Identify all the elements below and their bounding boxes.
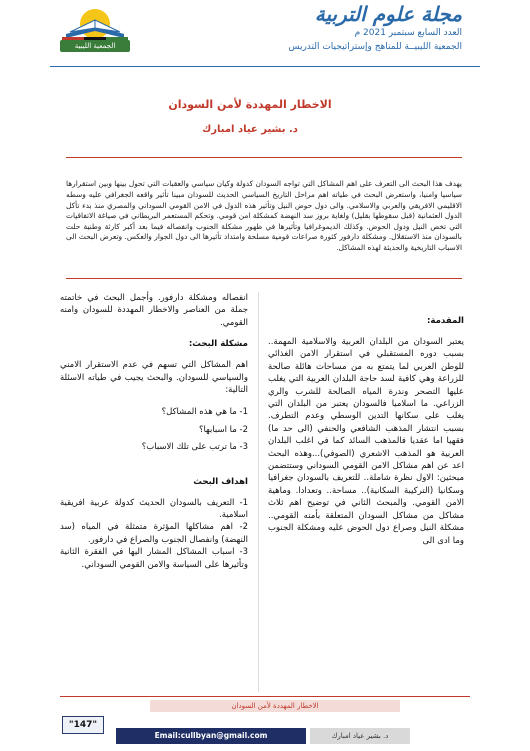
journal-logo <box>56 6 134 58</box>
journal-header <box>0 0 530 62</box>
question-item: 2- ما اسبابها؟ <box>198 424 248 435</box>
footer-divider <box>60 696 470 697</box>
goal-item: 3- اسباب المشاكل المشار اليها في الفقرة الثانية وتأثيرها على السياسة والامن القومي السوداني. <box>60 547 248 570</box>
page-number: "147" <box>62 716 104 734</box>
introduction-heading: المقدمة: <box>426 316 464 326</box>
problem-heading: مشكلة البحث: <box>188 339 248 350</box>
author-email[interactable]: Email:cullbyan@gmail.com <box>116 728 306 744</box>
issue-line: العدد السابع سبتمبر 2021 م <box>354 28 462 38</box>
logo-badge: الجمعية الليبية <box>60 40 130 52</box>
right-column <box>268 292 464 547</box>
article-title: الاخطار المهددة لأمن السودان <box>168 98 332 111</box>
header-divider <box>50 66 480 67</box>
goal-item: 1- التعريف بالسودان الحديث كدولة عربية افريقية اسلامية. <box>60 497 248 521</box>
journal-title: مجلة علوم التربية <box>314 2 462 26</box>
intro-continuation: انفصاله ومشكلة دارفور. وأجمل البحث في خاتمته جملة من العناصر والاخطار المهددة للسودان وامنه القومي. <box>60 293 248 328</box>
question-item: 3- ما ترتب على تلك الاسباب؟ <box>141 442 248 453</box>
introduction-text: يعتبر السودان من البلدان العربية والاسلامية المهمة.. بسبب دوره المستقبلي في استقرار الامن الغذائي للوطن العربي لما يتمتع به من مساحات هائلة صالحة للزراعة وهي كافية لسد حاجة البلدان العربية التي يغلب عليها التصحر وندرة المياه الصالحة للشرب والري الزراعي. ما اسلاميا فالسودان يعتبر من البلدان التي يغلب على سكانها التدين الوسطي وعدم التطرف. بسبب انتشار المذهب الشافعي والحنفي (الى حد ما) فقهيا اما عقديا فالمذهب السائد كما في اغلب البلدان العربية هو المذهب الاشعري (الصوفي)...وهذه البحث اعد عن اهم مشاكل الامن القومي السوداني وستتضمن مبحثين: الاول نظرة شاملة.. للتعريف بالسودان جغرافيا وسكانيا (التركيبة السكانية).. مساحة.. وتعدادا. وماهية الامن القومي. والمبحث الثاني في توضيح اهم ثلاث مشاكل من مشاكل السودان المتعلقة بأمنه القومي.. مشكلة النيل وصراع دول الحوض عليه ومشكلة الجنوب وما ادى الى <box>268 337 464 546</box>
problem-text: اهم المشاكل التي تسهم في عدم الاستقرار الامني والسياسي للسودان. والبحث يجيب في طياته الاسئلة التالية: <box>60 360 248 396</box>
running-title: الاخطار المهددة لأمن السودان <box>231 702 319 710</box>
book-logo-icon <box>56 6 134 40</box>
title-divider <box>66 157 462 158</box>
column-divider <box>258 292 259 692</box>
article-author: د. بشير عياد امبارك <box>202 124 298 135</box>
goals-heading: اهداف البحث <box>193 476 248 487</box>
society-line: الجمعية الليبيــة للمناهج وإستراتيجيات التدريس <box>288 42 462 52</box>
abstract: يهدف هذا البحث الى التعرف على اهم المشاكل التي تواجه السودان كدولة وكيان سياسي والعقبات التي تحول بينها وبين استقرارها سياسيا وامنيا، واستعرض البحث في طياته اهم مراحل التاريخ السياسي الحديث للسودان مبينا تأثير واقعه الجغرافي عليه وسطه الاقليمي الافريقي والعربي والاسلامي. والى دول حوض النيل وتأثير هذه الدول في الامن القومي السوداني والمصري منذ بدء تأكل الدول العثمانية (قبل سقوطها بقليل) ولغاية بروز سد النهضة كمشكلة امن قومي. وتحكم المستعمر البريطاني في صياغة الاتفاقيات التي تخص النيل ودول الحوض. وكذلك الديموغرافيا وتأثيرها في ظهور مشكلة الجنوب وانفصاله فيما بعد أكبر كارثة وطنية حلت بالسودان منذ الاستقلال. ومشكلة دارفور كثورة صراعات قومية مسلحة وامتداد تأثيرها الى دول الجوار والعكس. وتعرض البحث الى الاسباب التاريخية والحديثة لهذه المشاكل. <box>66 179 462 252</box>
abstract-divider <box>66 278 462 279</box>
left-column <box>60 292 248 571</box>
question-item: 1- ما هي هذه المشاكل؟ <box>161 407 248 418</box>
goal-item: 2- اهم مشاكلها المؤثرة متمثلة في المياه (سد النهضة) وانفصال الجنوب والصراع في دارفور. <box>60 522 248 545</box>
footer-author: د. بشير عياد امبارك <box>310 728 410 744</box>
